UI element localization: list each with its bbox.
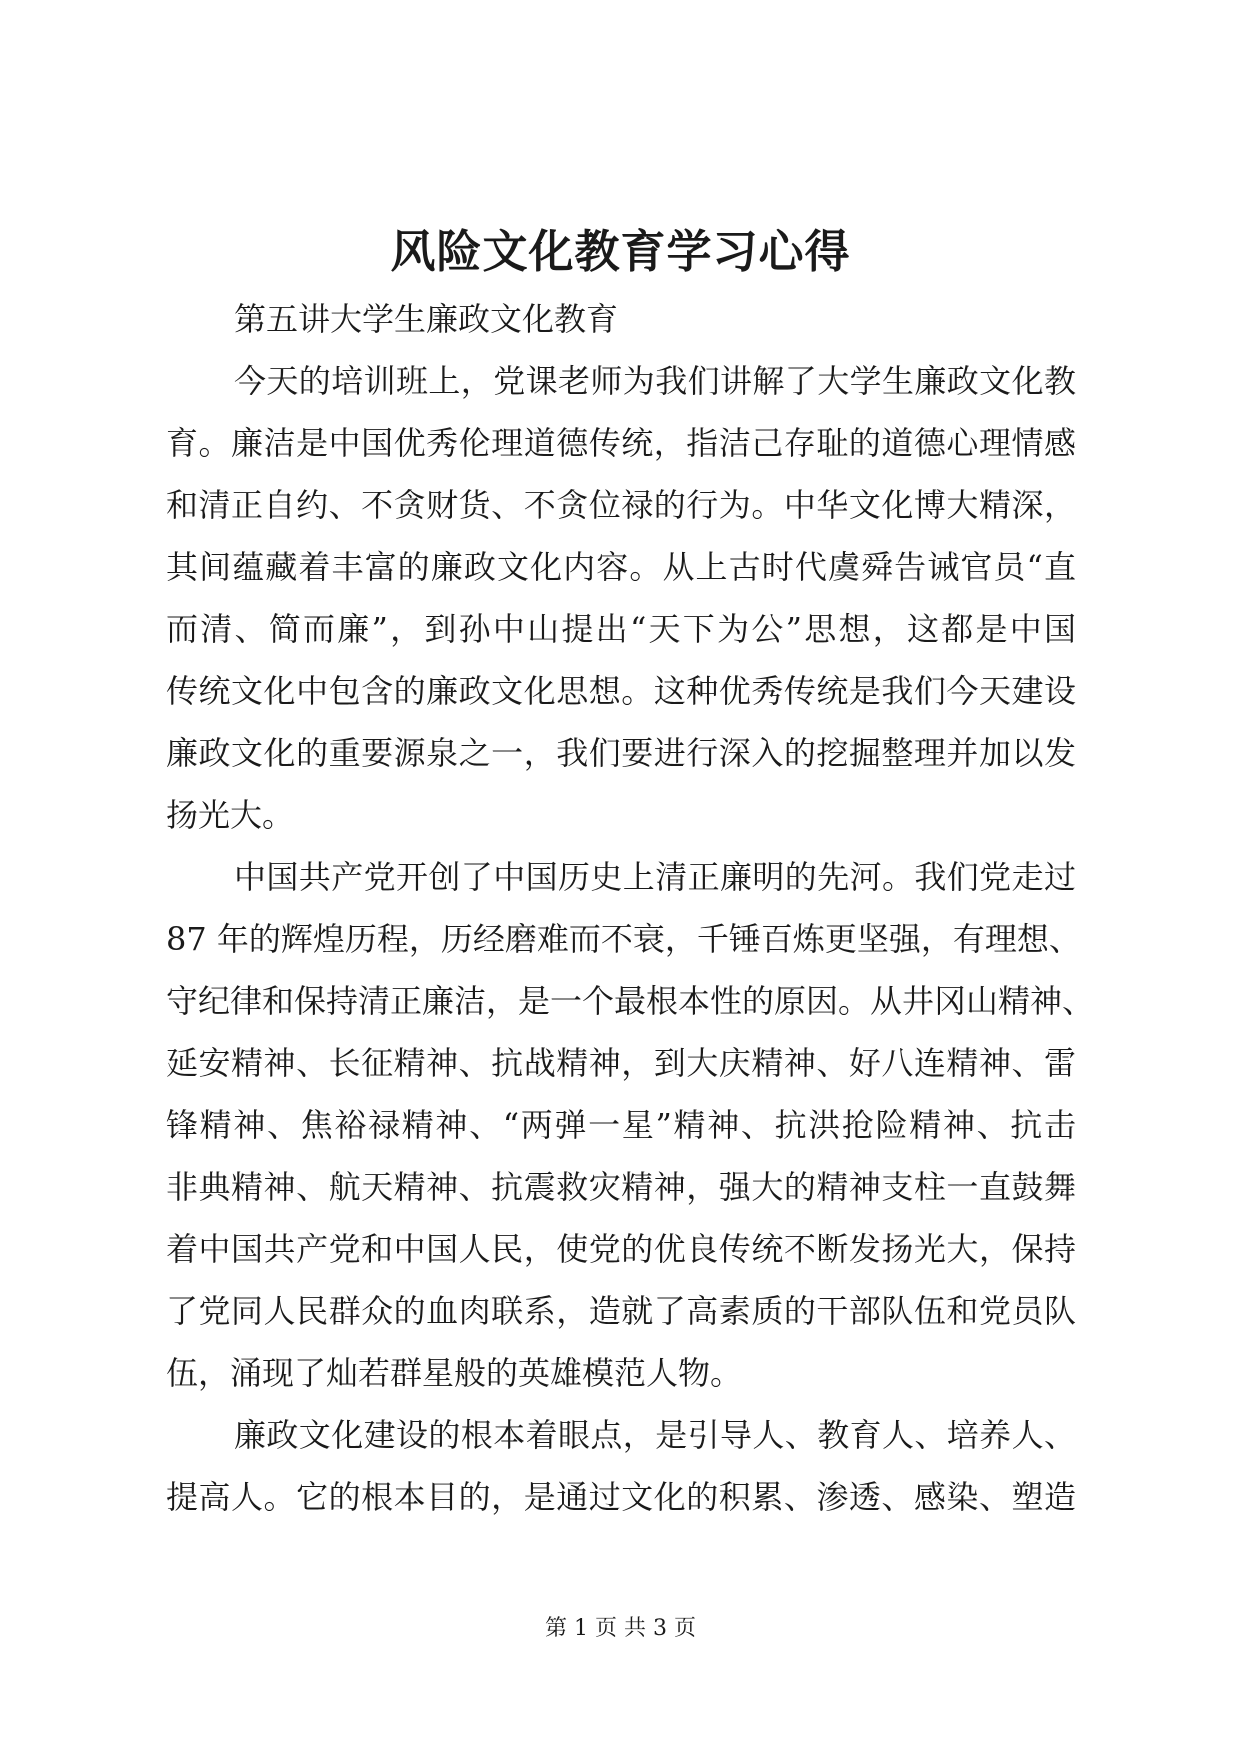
paragraph-1-line: 育。廉洁是中国优秀伦理道德传统，指洁己存耻的道德心理情感 — [166, 424, 1076, 462]
paragraph-2-line: 着中国共产党和中国人民，使党的优良传统不断发扬光大，保持 — [166, 1230, 1076, 1268]
paragraph-1-line: 扬光大。 — [166, 796, 295, 834]
document-title: 风险文化教育学习心得 — [390, 225, 851, 278]
paragraph-2-line: 中国共产党开创了中国历史上清正廉明的先河。我们党走过 — [234, 858, 1076, 896]
paragraph-1-line: 其间蕴藏着丰富的廉政文化内容。从上古时代虞舜告诫官员“直 — [166, 548, 1076, 586]
paragraph-1-line: 传统文化中包含的廉政文化思想。这种优秀传统是我们今天建设 — [166, 672, 1076, 710]
paragraph-2-line: 锋精神、焦裕禄精神、“两弹一星”精神、抗洪抢险精神、抗击 — [166, 1106, 1076, 1144]
paragraph-1-line: 而清、简而廉”，到孙中山提出“天下为公”思想，这都是中国 — [166, 610, 1076, 648]
page-number-footer: 第 1 页 共 3 页 — [545, 1616, 696, 1641]
paragraph-2-line: 延安精神、长征精神、抗战精神，到大庆精神、好八连精神、雷 — [166, 1044, 1076, 1082]
document-body — [166, 288, 1095, 1528]
paragraph-1-line: 廉政文化的重要源泉之一，我们要进行深入的挖掘整理并加以发 — [166, 734, 1076, 772]
paragraph-1-line: 和清正自约、不贪财货、不贪位禄的行为。中华文化博大精深， — [166, 486, 1076, 524]
paragraph-1-line: 今天的培训班上，党课老师为我们讲解了大学生廉政文化教 — [234, 362, 1076, 400]
paragraph-2-line: 87 年的辉煌历程，历经磨难而不衰，千锤百炼更坚强，有理想、 — [166, 920, 1081, 958]
paragraph-3-line: 提高人。它的根本目的，是通过文化的积累、渗透、感染、塑造 — [166, 1478, 1076, 1516]
subtitle-line: 第五讲大学生廉政文化教育 — [234, 300, 619, 338]
paragraph-2-line: 非典精神、航天精神、抗震救灾精神，强大的精神支柱一直鼓舞 — [166, 1168, 1076, 1206]
paragraph-2-line: 伍，涌现了灿若群星般的英雄模范人物。 — [166, 1354, 743, 1392]
paragraph-2-line: 守纪律和保持清正廉洁，是一个最根本性的原因。从井冈山精神、 — [166, 982, 1095, 1020]
paragraph-3-line: 廉政文化建设的根本着眼点，是引导人、教育人、培养人、 — [234, 1416, 1076, 1454]
paragraph-2-line: 了党同人民群众的血肉联系，造就了高素质的干部队伍和党员队 — [166, 1292, 1076, 1330]
